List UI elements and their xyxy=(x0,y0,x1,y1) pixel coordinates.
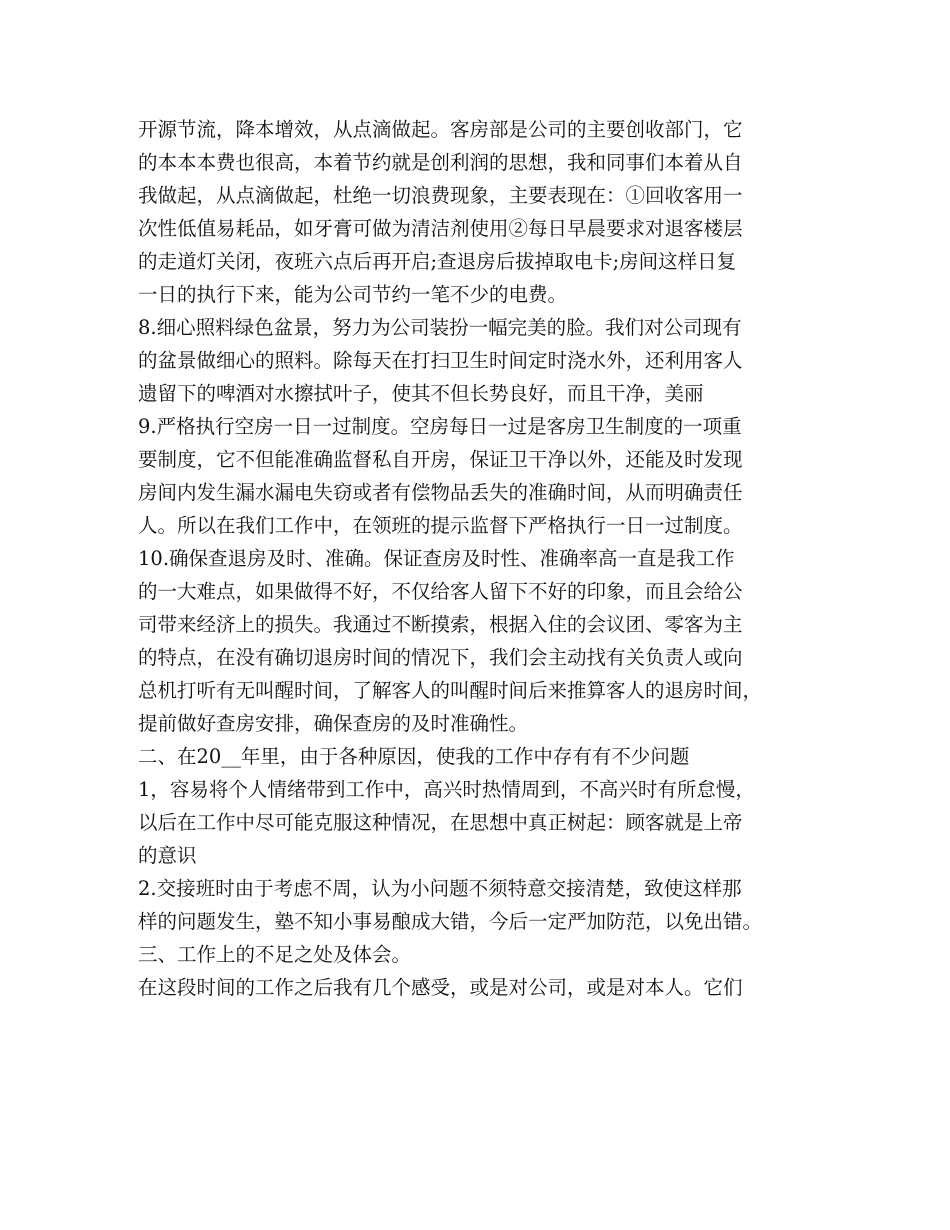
text-line-14: 10.确保查退房及时、准确。保证查房及时性、准确率高一直是我工作 xyxy=(138,547,735,570)
text-line-13: 人。所以在我们工作中，在领班的提示监督下严格执行一日一过制度。 xyxy=(138,514,743,537)
text-line-6: 一日的执行下来，能为公司节约一笔不少的电费。 xyxy=(138,283,568,306)
text-line-27: 在这段时间的工作之后我有几个感受，或是对公司，或是对本人。它们 xyxy=(138,976,743,999)
text-line-5: 的走道灯关闭，夜班六点后再开启;查退房后拔掉取电卡;房间这样日复 xyxy=(138,250,737,273)
text-line-8: 的盆景做细心的照料。除每天在打扫卫生时间定时浇水外，还利用客人 xyxy=(138,349,743,372)
text-line-24: 2.交接班时由于考虑不周，认为小问题不须特意交接清楚，致使这样那 xyxy=(138,877,742,900)
text-line-11: 要制度，它不但能准确监督私自开房，保证卫干净以外，还能及时发现 xyxy=(138,448,743,471)
text-line-17: 的特点，在没有确切退房时间的情况下，我们会主动找有关负责人或向 xyxy=(138,646,743,669)
text-line-4: 次性低值易耗品，如牙膏可做为清洁剂使用②每日早晨要求对退客楼层 xyxy=(138,217,743,240)
text-line-12: 房间内发生漏水漏电失窃或者有偿物品丢失的准确时间，从而明确责任 xyxy=(138,481,743,504)
text-line-10: 9.严格执行空房一日一过制度。空房每日一过是客房卫生制度的一项重 xyxy=(138,415,742,438)
text-line-25: 样的问题发生，塾不知小事易酿成大错，今后一定严加防范，以免出错。 xyxy=(138,910,763,933)
text-line-15: 的一大难点，如果做得不好，不仅给客人留下不好的印象，而且会给公 xyxy=(138,580,743,603)
text-line-19: 提前做好查房安排，确保查房的及时准确性。 xyxy=(138,712,529,735)
text-line-16: 司带来经济上的损失。我通过不断摸索，根据入住的会议团、零客为主 xyxy=(138,613,743,636)
text-line-1: 开源节流，降本增效，从点滴做起。客房部是公司的主要创收部门，它 xyxy=(138,118,743,141)
text-line-7: 8.细心照料绿色盆景，努力为公司装扮一幅完美的脸。我们对公司现有 xyxy=(138,316,742,339)
text-line-22: 以后在工作中尽可能克服这种情况，在思想中真正树起：顾客就是上帝 xyxy=(138,811,743,834)
text-line-23: 的意识 xyxy=(138,844,197,867)
text-line-21: 1，容易将个人情绪带到工作中，高兴时热情周到，不高兴时有所怠慢， xyxy=(138,778,755,801)
text-line-2: 的本本本费也很高，本着节约就是创利润的思想，我和同事们本着从自 xyxy=(138,151,743,174)
text-line-9: 遗留下的啤酒对水擦拭叶子，使其不但长势良好，而且干净，美丽 xyxy=(138,382,704,405)
document-body xyxy=(138,113,818,1004)
text-line-26: 三、工作上的不足之处及体会。 xyxy=(138,943,412,966)
text-line-18: 总机打听有无叫醒时间，了解客人的叫醒时间后来推算客人的退房时间， xyxy=(138,679,763,702)
text-line-20: 二、在20__年里，由于各种原因，使我的工作中存有有不少问题 xyxy=(138,745,690,768)
text-line-3: 我做起，从点滴做起，杜绝一切浪费现象，主要表现在：①回收客用一 xyxy=(138,184,743,207)
